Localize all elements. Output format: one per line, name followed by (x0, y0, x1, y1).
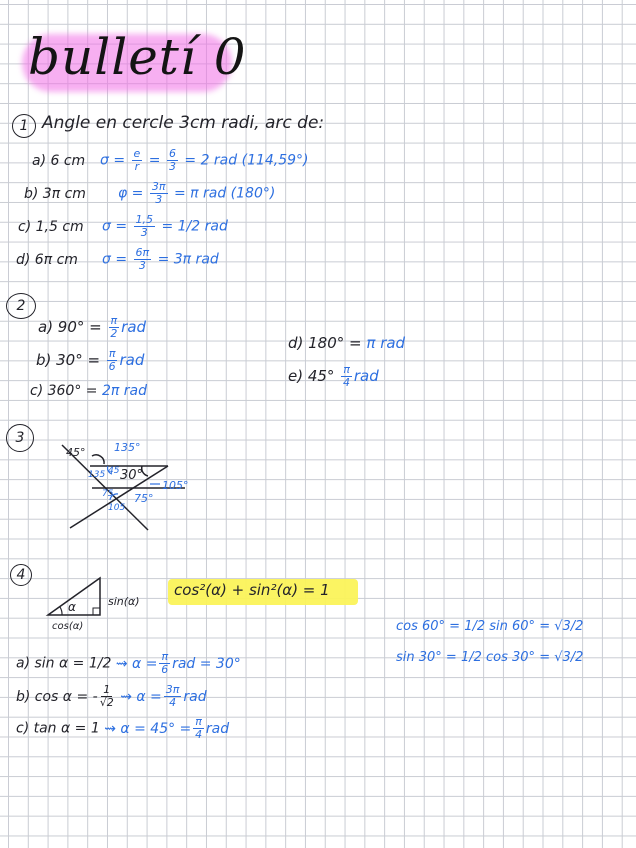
q2a-row: a) 90° = $\frac{\pi}{2}$ rad (38, 314, 147, 341)
q4b-row: b) cos α = - $\frac{1}{√2}$ ⇝ α = $\frac{3\pi}{4}$ rad (16, 683, 207, 710)
q2d-row: d) 180° = π rad (288, 334, 406, 352)
q3-label-30: 30° (120, 468, 144, 483)
q3-label-105-bottom: 105 (108, 503, 126, 513)
q3-label-75-mid: 75 (102, 489, 114, 499)
q1a-label: a) 6 cm (32, 153, 86, 169)
q4-alpha: α (68, 600, 76, 614)
q3-label-135-left: 135 (88, 470, 106, 480)
q1d-label: d) 6π cm (16, 252, 78, 268)
q4-ref-line2: sin 30° = 1/2 cos 30° = √3/2 (396, 650, 584, 665)
q4a-row: a) sin α = 1/2 ⇝ α = $\frac{\pi}{6}$ rad = 30° (16, 650, 241, 677)
q4-number: 4 (10, 564, 32, 586)
page-title: bulletí 0 (28, 28, 247, 86)
q4-ref-line1: cos 60° = 1/2 sin 60° = √3/2 (396, 619, 584, 634)
q1c-label: c) 1,5 cm (18, 219, 84, 235)
q1b-label: b) 3π cm (24, 186, 86, 202)
q3-label-105-right: 105° (162, 479, 189, 492)
q1a-work: σ = $\frac{e}{r}$ = $\frac{6}{3}$ = 2 rad (114,59°) (100, 147, 309, 174)
q4-identity: cos²(α) + sin²(α) = 1 (174, 581, 330, 599)
q2c-row: c) 360° = 2π rad (30, 383, 147, 399)
q3-label-75-right: 75° (134, 492, 154, 505)
q4-side-label: sin(α) (108, 595, 140, 608)
q2e-row: e) 45° $\frac{\pi}{4}$ rad (288, 363, 379, 390)
q4c-row: c) tan α = 1 ⇝ α = 45° = $\frac{\pi}{4}$ rad (16, 715, 230, 742)
q3-number: 3 (6, 424, 34, 452)
q1-header: Angle en cercle 3cm radi, arc de: (42, 113, 325, 133)
q3-label-45-mid: 45 (108, 466, 120, 476)
q1c-work: σ = $\frac{1,5}{3}$ = 1/2 rad (102, 213, 228, 240)
q2-number: 2 (6, 293, 36, 319)
q2b-row: b) 30° = $\frac{\pi}{6}$ rad (36, 347, 145, 374)
q1-number: 1 (12, 114, 36, 138)
q3-label-45: 45° (66, 446, 86, 459)
q4-base-label: cos(α) (52, 621, 84, 632)
q3-label-135-top: 135° (114, 441, 141, 454)
q1b-work: φ = $\frac{3\pi}{3}$ = π rad (180°) (118, 180, 276, 207)
q1d-work: σ = $\frac{6\pi}{3}$ = 3π rad (102, 246, 219, 273)
